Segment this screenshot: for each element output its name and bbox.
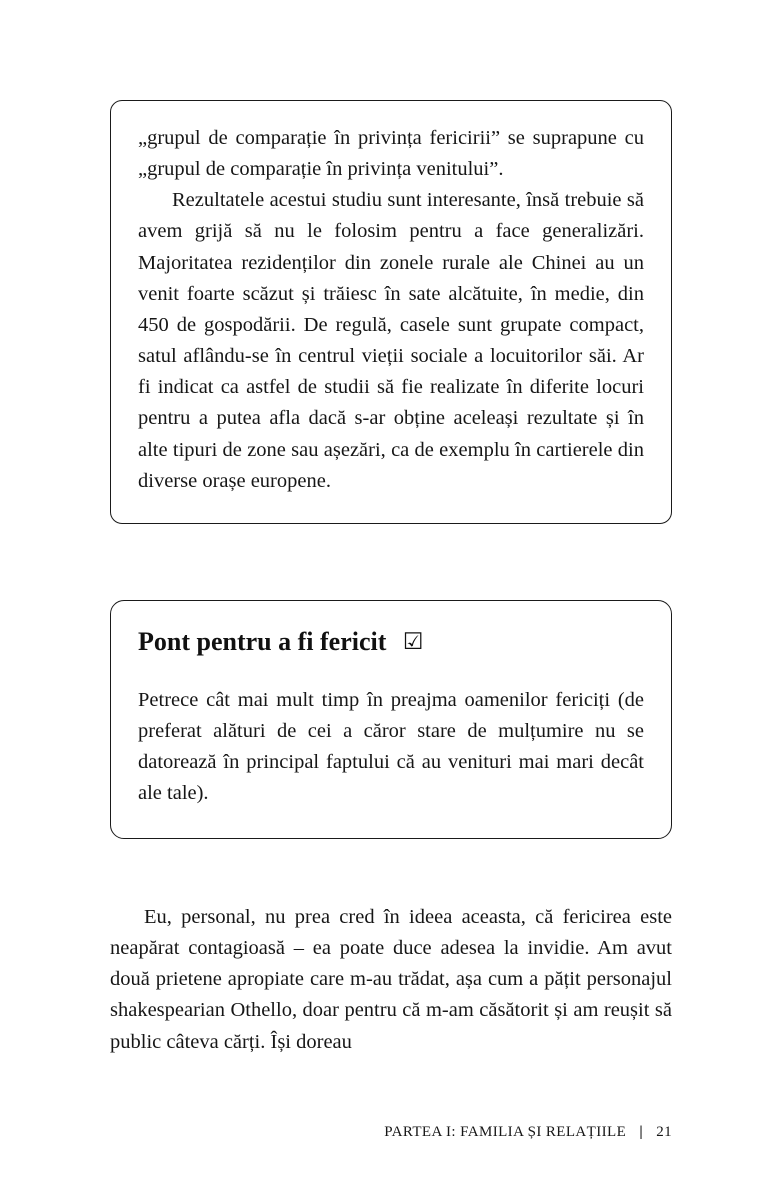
- tip-body: Petrece cât mai mult timp în preajma oamenilor fericiți (de preferat alături de cei a căror stare de mulțumire nu se datorează în principal faptului că au venituri mai mari decât ale tale).: [138, 689, 644, 805]
- checked-box-icon: ☑: [402, 629, 424, 655]
- tip-box: [110, 600, 672, 839]
- footer-separator: |: [639, 1124, 644, 1140]
- tip-title-text: Pont pentru a fi fericit: [138, 627, 387, 656]
- body-paragraph: Eu, personal, nu prea cred în ideea aceasta, că fericirea este neapărat contagioasă – ea poate duce adesea la invidie. Am avut două prietene apropiate care m-au trădat, așa cum a pățit personajul shakespearian Othello, doar pentru că m-am căsătorit și am reușit să public câteva cărți. Își doreau: [110, 906, 672, 1053]
- page-footer: [110, 1124, 672, 1141]
- page-number: 21: [656, 1124, 672, 1140]
- excerpt-box: [110, 100, 672, 524]
- excerpt-paragraph-2: Rezultatele acestui studiu sunt interesante, însă trebuie să avem grijă să nu le folosim pentru a face generalizări. Majoritatea rezidenților din zonele rurale ale Chinei au un venit foarte scăzut și trăiesc în sate alcătuite, în medie, din 450 de gospodării. De regulă, casele sunt grupate compact, satul aflându-se în centrul vieții sociale a locuitorilor săi. Ar fi indicat ca astfel de studii să fie realizate în diferite locuri pentru a putea afla dacă s-ar obține aceleași rezultate și în alte tipuri de zone sau așezări, ca de exemplu în cartierele din diverse orașe europene.: [138, 189, 644, 492]
- tip-title: [138, 627, 644, 657]
- excerpt-paragraph-1: „grupul de comparație în privința fericirii” se suprapune cu „grupul de comparație în privința venitului”.: [138, 127, 644, 181]
- footer-section-title: PARTEA I: FAMILIA ȘI RELAȚIILE: [384, 1124, 627, 1140]
